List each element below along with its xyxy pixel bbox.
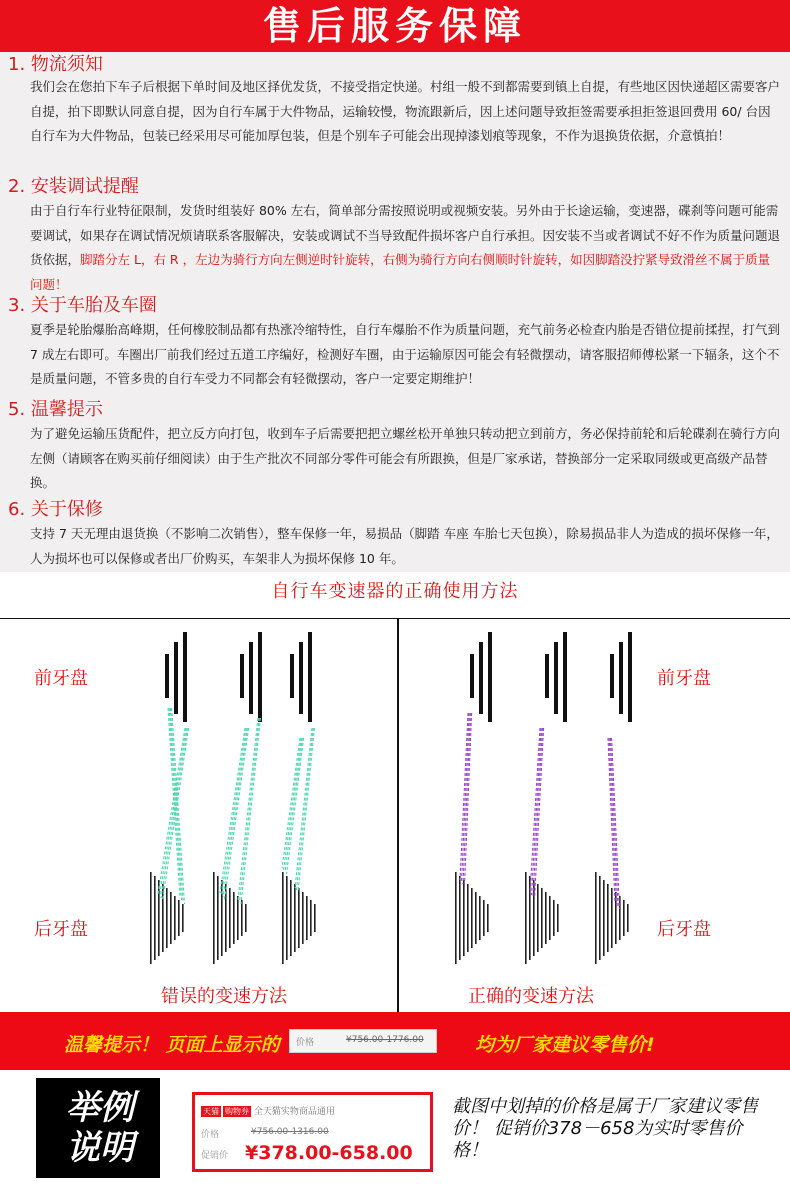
rear-cog-line	[150, 872, 152, 964]
section-title-warranty: 6. 关于保修	[8, 499, 103, 520]
rear-cog-line	[549, 896, 551, 940]
rear-cog-line	[607, 884, 609, 952]
rear-cog-line	[467, 884, 469, 952]
section-body-warranty: 支持 7 天无理由退货换（不影响二次销售），整车保修一年，易损品（脚踏 车座 车胎七天包换），除易损品非人为造成的损坏保修一年，人为损坏也可以保修或者出厂价购买，车架非人为损坏保修 10 年。	[30, 526, 779, 566]
example-explanation: 截图中划掉的价格是属于厂家建议零售价！ 促销价378－658为实时零售价格！	[452, 1096, 758, 1161]
price-notice-left-text: 温馨提示！ 页面上显示的	[64, 1034, 280, 1056]
wrong-method-illustration	[150, 632, 316, 964]
rear-cog-line	[310, 900, 312, 936]
correct-method-caption: 正确的变速方法	[468, 986, 594, 1007]
example-top-row	[201, 1104, 335, 1117]
front-chainring-mid	[479, 642, 483, 714]
front-chainring-large	[258, 632, 262, 722]
chain-path-line	[610, 738, 618, 907]
section-body-installation	[30, 199, 782, 297]
rear-cog-line	[475, 892, 477, 944]
price-notice-right-text: 均为厂家建议零售价!	[475, 1034, 655, 1056]
price-notice-sample	[289, 1029, 437, 1053]
rear-cog-line	[213, 872, 215, 964]
service-notes-panel	[0, 52, 790, 572]
section-title-tips: 5. 温馨提示	[8, 399, 103, 420]
rear-cog-line	[166, 888, 168, 948]
left-rear-cassette-label: 后牙盘	[34, 919, 88, 940]
rear-cog-line	[178, 900, 180, 936]
gear-method-title	[0, 572, 790, 618]
rear-cog-line	[154, 876, 156, 960]
section-body-tires: 夏季是轮胎爆胎高峰期，任何橡胶制品都有热涨冷缩特性，自行车爆胎不作为质量问题，充气前务必检查内胎是否错位提前揉捏，打气到 7 成左右即可。车圈出厂前我们经过五道工序编好，检测好车圈，由于运输原因可能会有轻微摆动，请客服招师傅松紧一下辐条，这个不是质量问题，不管多贵的自行车受力不同都会有轻微摆动，客户一定要定期维护！	[30, 322, 781, 386]
rear-cog-line	[459, 876, 461, 960]
rear-cog-line	[603, 880, 605, 956]
rear-cog-line	[282, 872, 284, 964]
price-notice-bar	[0, 1012, 790, 1070]
chain-path-line	[282, 738, 300, 868]
chain-path-line	[163, 728, 189, 900]
example-top-text: 全天猫实物商品通用	[253, 1107, 335, 1117]
front-chainring-mid	[299, 642, 303, 714]
right-front-chainring-label: 前牙盘	[657, 668, 711, 689]
chain-path-line	[223, 728, 247, 897]
wrong-method-caption: 错误的变速方法	[161, 986, 287, 1007]
tmall-tag: 天猫	[203, 1107, 219, 1116]
pedal-warning-text: 脚踏分左 L，右 R ，左边为骑行方向左侧逆时针旋转，右侧为骑行方向右侧顺时针旋转，如因脚踏没拧紧导致滑丝不属于质量问题！	[30, 252, 771, 292]
section-title-tires: 3. 关于车胎及车圈	[8, 295, 157, 316]
front-chainring-small	[165, 654, 169, 698]
front-chainring-large	[488, 632, 492, 722]
front-chainring-small	[610, 654, 614, 698]
rear-cog-line	[174, 896, 176, 940]
rear-cog-line	[487, 904, 489, 932]
coupon-tag: 购物券	[225, 1107, 249, 1116]
rear-cog-line	[241, 900, 243, 936]
rear-cog-line	[294, 884, 296, 952]
front-chainring-small	[240, 654, 244, 698]
rear-cog-line	[463, 880, 465, 956]
rear-cog-line	[483, 900, 485, 936]
rear-cog-line	[290, 880, 292, 956]
rear-cog-line	[537, 884, 539, 952]
chain-path-line	[238, 718, 258, 900]
rear-cog-line	[233, 892, 235, 944]
example-section	[0, 1070, 790, 1184]
rear-cog-line	[595, 872, 597, 964]
rear-cog-line	[170, 892, 172, 944]
rear-cog-line	[217, 876, 219, 960]
example-price-value: ¥756.00-1316.00	[251, 1127, 329, 1137]
front-chainring-mid	[619, 642, 623, 714]
rear-cog-line	[619, 896, 621, 940]
rear-cog-line	[557, 904, 559, 932]
correct-method-illustration	[455, 632, 632, 964]
left-front-chainring-label: 前牙盘	[34, 668, 88, 689]
example-price-label: 价格	[201, 1130, 220, 1140]
rear-cog-line	[627, 904, 629, 932]
rear-cog-line	[533, 880, 535, 956]
rear-cog-line	[525, 872, 527, 964]
front-chainring-large	[183, 632, 187, 722]
example-price-screenshot	[192, 1092, 433, 1172]
chain-path-line	[225, 728, 249, 899]
front-chainring-mid	[554, 642, 558, 714]
rear-cog-line	[545, 892, 547, 944]
front-chainring-mid	[249, 642, 253, 714]
right-rear-cassette-label: 后牙盘	[657, 919, 711, 940]
gear-method-title-text: 自行车变速器的正确使用方法	[271, 581, 519, 602]
section-title-installation: 2. 安装调试提醒	[8, 176, 139, 197]
section-body-tips: 为了避免运输压货配件，把立反方向打包，收到车子后需要把把立螺丝松开单独只转动把立到前方，务必保持前轮和后轮碟刹在骑行方向左侧（请顾客在购买前仔细阅读）由于生产批次不同部分零件可能会有所跟换，但是厂家承诺，替换部分一定采取同级或更高级产品替换。	[30, 426, 781, 490]
rear-cog-line	[162, 884, 164, 952]
rear-cog-line	[479, 896, 481, 940]
example-promo-value: ¥378.00-658.00	[245, 1142, 413, 1164]
rear-cog-line	[541, 888, 543, 948]
chain-path-line	[287, 738, 304, 874]
chain-path-line	[462, 713, 470, 882]
page-title: 售后服务保障	[262, 4, 527, 48]
page-header	[0, 0, 790, 52]
chain-path-line	[285, 738, 302, 872]
rear-cog-line	[298, 888, 300, 948]
rear-cog-line	[314, 904, 316, 932]
rear-cog-line	[302, 892, 304, 944]
rear-cog-line	[286, 876, 288, 960]
section-body-logistics: 我们会在您拍下车子后根据下单时间及地区择优发货，不接受指定快递。村组一般不到都需要到镇上自提，有些地区因快递超区需要客户自提，拍下即默认同意自提，因为自行车属于大件物品，运输较慢，物流跟新后，因上述问题导致拒签需要承担拒签退回费用 60/ 台因自行车为大件物品，包装已经采用尽可能加厚包装，但是个别车子可能会出现掉漆划痕等现象，不作为退换货依据，介意慎拍！	[30, 79, 781, 143]
front-chainring-large	[628, 632, 632, 722]
rear-cog-line	[623, 900, 625, 936]
example-promo-label: 促销价	[201, 1151, 229, 1161]
chain-path-line	[298, 728, 314, 892]
rear-cog-line	[611, 888, 613, 948]
rear-cog-line	[455, 872, 457, 964]
chain-path-line	[241, 718, 260, 904]
rear-cog-line	[306, 896, 308, 940]
front-chainring-small	[545, 654, 549, 698]
rear-cog-line	[599, 876, 601, 960]
rear-cog-line	[229, 888, 231, 948]
front-chainring-small	[470, 654, 474, 698]
front-chainring-large	[563, 632, 567, 722]
rear-cog-line	[471, 888, 473, 948]
example-badge	[36, 1078, 160, 1178]
price-notice-sample-value: ¥756.00-1776.00	[346, 1035, 424, 1045]
section-title-logistics: 1. 物流须知	[8, 54, 103, 75]
example-badge-line2: 说明	[66, 1128, 134, 1168]
chain-path-line	[533, 728, 542, 897]
price-notice-sample-label: 价格	[296, 1038, 315, 1048]
installation-text: 由于自行车行业特征限制，发货时组装好 80% 左右，简单部分需按照说明或视频安装。另外由于长途运输，变速器，碟刹等问题可能需要调试，如果存在调试情况烦请联系客服解决，安装或调试不当导致配件损坏客户自行承担。因安装不当或者调试不好不作为质量问题退货依据，	[30, 203, 781, 267]
example-badge-line1: 举例	[66, 1088, 134, 1128]
rear-cog-line	[237, 896, 239, 940]
chain-path-line	[297, 728, 314, 890]
rear-cog-line	[553, 900, 555, 936]
rear-cog-line	[182, 904, 184, 932]
front-chainring-large	[308, 632, 312, 722]
rear-cog-line	[245, 904, 247, 932]
front-chainring-small	[290, 654, 294, 698]
diagram-divider	[397, 618, 399, 1012]
front-chainring-mid	[174, 642, 178, 714]
chain-path-line	[295, 728, 312, 888]
gear-diagram	[0, 618, 790, 1012]
